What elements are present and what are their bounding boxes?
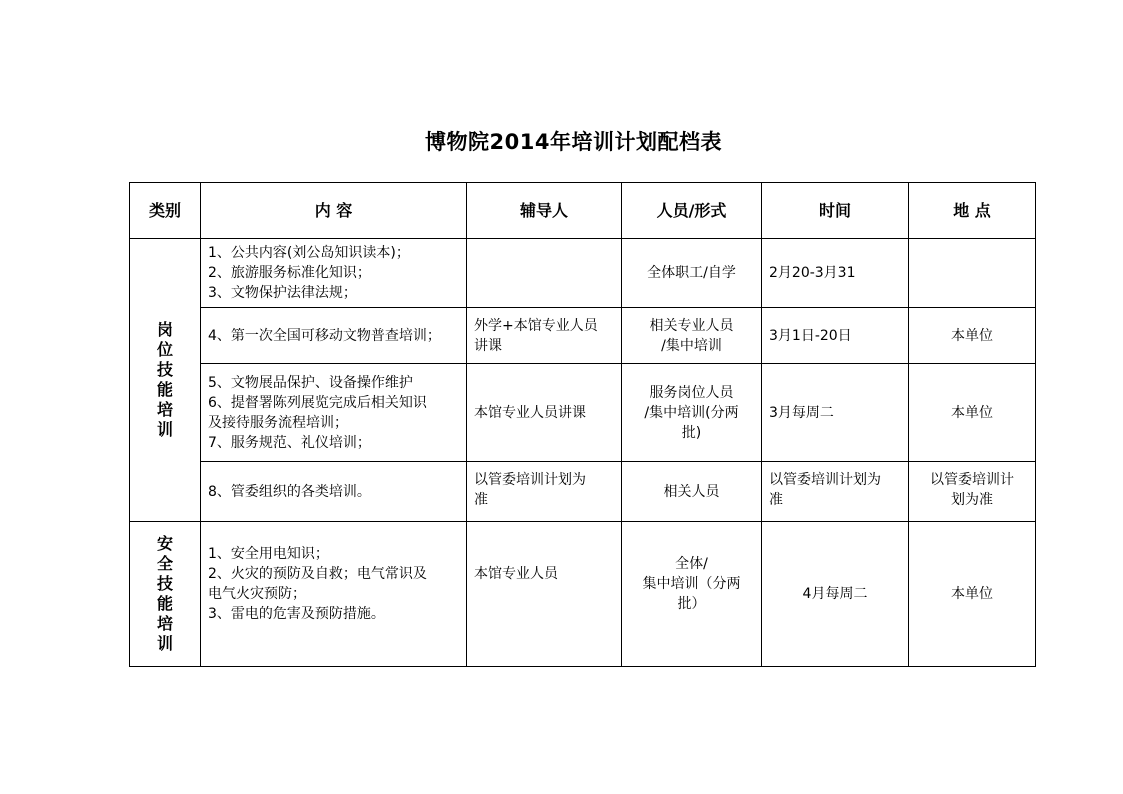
personnel-cell: 全体/ 集中培训（分两 批） — [622, 522, 762, 667]
personnel-cell: 相关人员 — [622, 462, 762, 522]
instructor-cell: 外学+本馆专业人员 讲课 — [467, 308, 622, 364]
location-cell: 以管委培训计 划为准 — [909, 462, 1036, 522]
training-plan-table — [129, 182, 1036, 667]
location-cell: 本单位 — [909, 364, 1036, 462]
personnel-cell: 服务岗位人员 /集中培训(分两 批) — [622, 364, 762, 462]
content-cell: 4、第一次全国可移动文物普查培训； — [201, 308, 467, 364]
header-personnel: 人员/形式 — [622, 183, 762, 239]
location-cell: 本单位 — [909, 522, 1036, 667]
instructor-cell: 本馆专业人员讲课 — [467, 364, 622, 462]
time-cell: 2月20-3月31 — [762, 239, 909, 308]
content-cell: 8、管委组织的各类培训。 — [201, 462, 467, 522]
location-cell: 本单位 — [909, 308, 1036, 364]
table-row — [130, 239, 1036, 308]
content-cell: 1、公共内容(刘公岛知识读本)； 2、旅游服务标准化知识； 3、文物保护法律法规； — [201, 239, 467, 308]
personnel-cell: 全体职工/自学 — [622, 239, 762, 308]
table-row — [130, 522, 1036, 667]
header-row — [130, 183, 1036, 239]
page-title: 博物院2014年培训计划配档表 — [425, 130, 722, 154]
table-row — [130, 462, 1036, 522]
table-row — [130, 364, 1036, 462]
location-cell — [909, 239, 1036, 308]
time-cell: 3月1日-20日 — [762, 308, 909, 364]
category-safety-skills: 安 全 技 能 培 训 — [130, 522, 201, 667]
instructor-cell: 本馆专业人员 — [467, 522, 622, 667]
category-post-skills: 岗 位 技 能 培 训 — [130, 239, 201, 522]
time-cell: 4月每周二 — [762, 522, 909, 667]
header-location: 地 点 — [909, 183, 1036, 239]
instructor-cell — [467, 239, 622, 308]
time-cell: 以管委培训计划为 准 — [762, 462, 909, 522]
content-cell: 1、安全用电知识； 2、火灾的预防及自救；电气常识及 电气火灾预防； 3、雷电的危害及预防措施。 — [201, 522, 467, 667]
header-instructor: 辅导人 — [467, 183, 622, 239]
header-content: 内 容 — [201, 183, 467, 239]
time-cell: 3月每周二 — [762, 364, 909, 462]
content-cell: 5、文物展品保护、设备操作维护 6、提督署陈列展览完成后相关知识 及接待服务流程培训； 7、服务规范、礼仪培训； — [201, 364, 467, 462]
personnel-cell: 相关专业人员 /集中培训 — [622, 308, 762, 364]
table-row — [130, 308, 1036, 364]
header-category: 类别 — [130, 183, 201, 239]
instructor-cell: 以管委培训计划为 准 — [467, 462, 622, 522]
header-time: 时间 — [762, 183, 909, 239]
